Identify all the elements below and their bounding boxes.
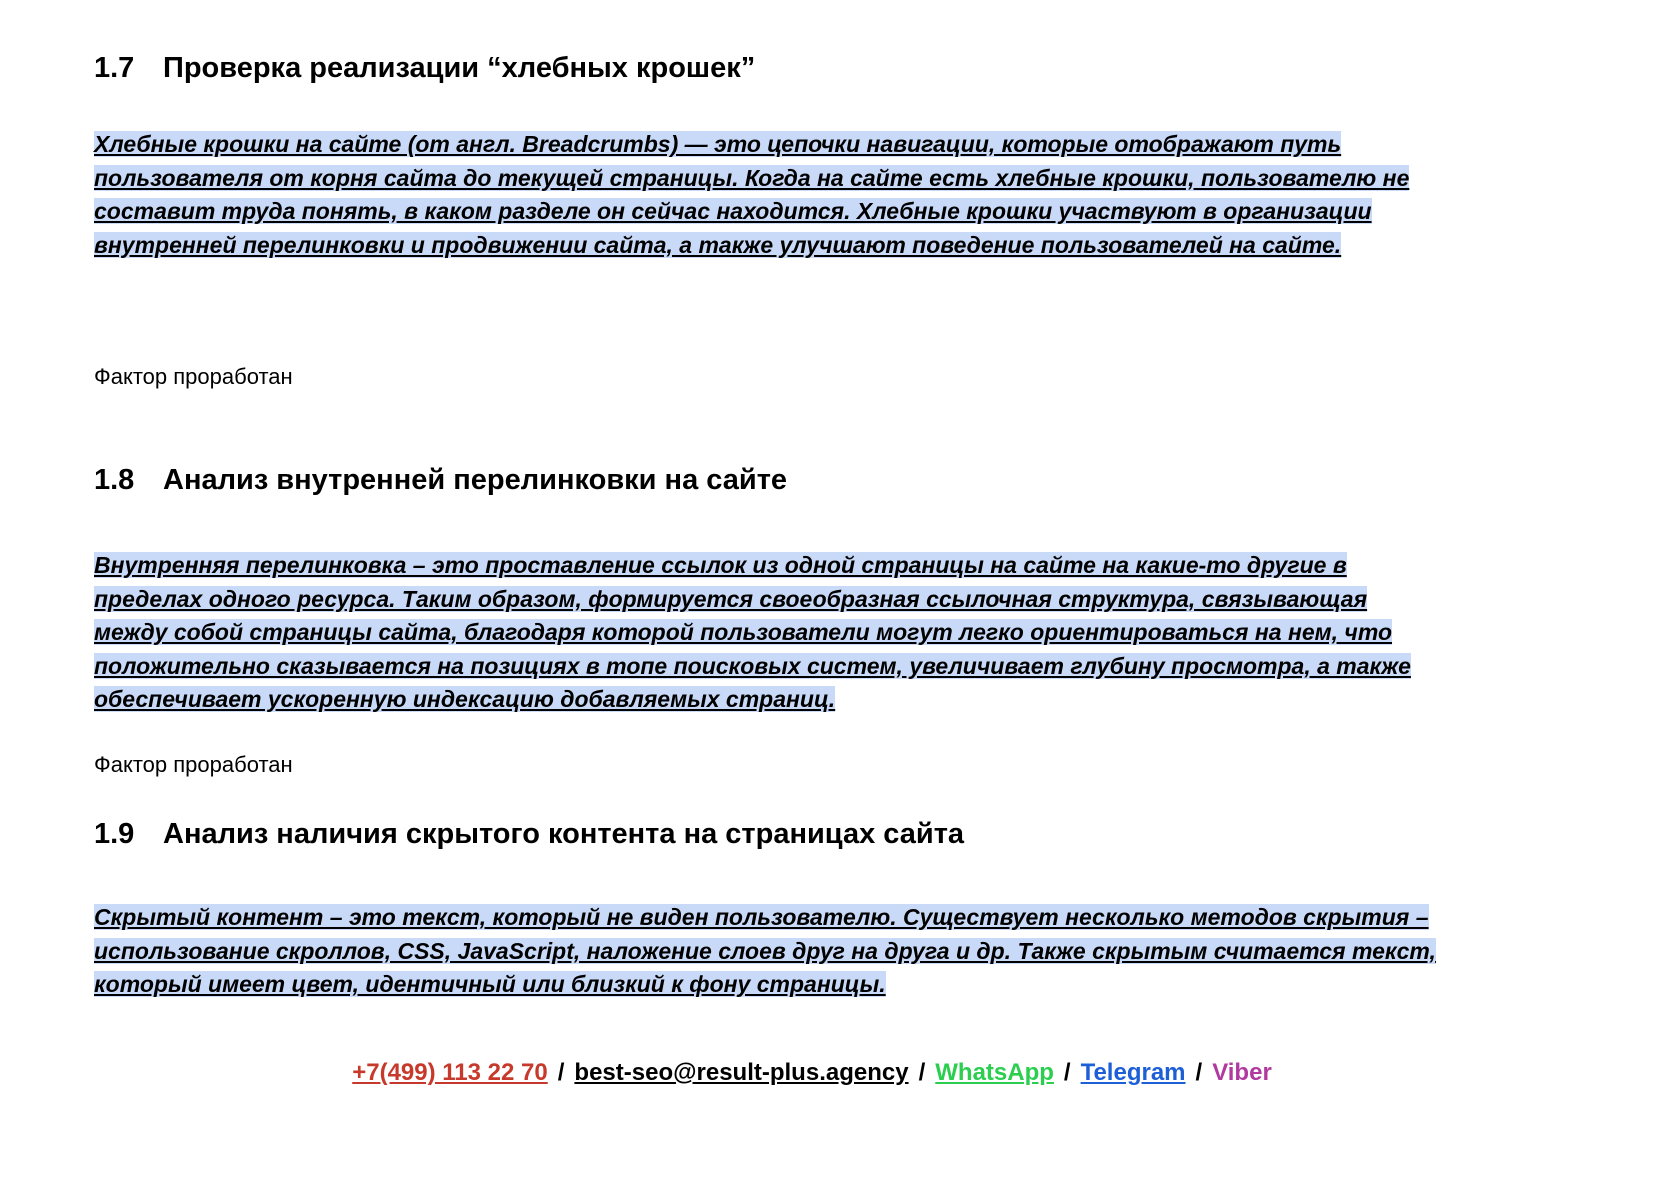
section-number: 1.9	[94, 818, 135, 850]
highlighted-paragraph-breadcrumbs	[94, 128, 1436, 262]
highlighted-text: Скрытый контент – это текст, который не виден пользователю. Существует несколько методов скрытия – использование скроллов, CSS, JavaScript, наложение слоев друг на друга и др. Также скрытым считается текст, который имеет цвет, идентичный или близкий к фону страницы.	[94, 904, 1436, 997]
status-text: Фактор проработан	[94, 364, 293, 389]
telegram-link[interactable]: Telegram	[1080, 1059, 1186, 1086]
section-title: Проверка реализации “хлебных крошек”	[163, 52, 756, 84]
section-number: 1.7	[94, 52, 135, 84]
viber-link[interactable]: Viber	[1212, 1059, 1272, 1086]
highlighted-paragraph-interlinking	[94, 549, 1436, 717]
separator: /	[918, 1059, 926, 1086]
highlighted-text: Хлебные крошки на сайте (от англ. Breadcrumbs) — это цепочки навигации, которые отображают путь пользователя от корня сайта до текущей страницы. Когда на сайте есть хлебные крошки, пользователю не составит труда понять, в каком разделе он сейчас находится. Хлебные крошки участвуют в организации внутренней перелинковки и продвижении сайта, а также улучшают поведение пользователей на сайте.	[94, 131, 1410, 258]
separator: /	[557, 1059, 565, 1086]
phone-link[interactable]: +7(499) 113 22 70	[352, 1059, 548, 1086]
section-heading-1-8	[94, 464, 787, 497]
status-text: Фактор проработан	[94, 752, 293, 777]
section-heading-1-9	[94, 818, 964, 851]
separator: /	[1195, 1059, 1203, 1086]
email-link[interactable]: best-seo@result-plus.agency	[574, 1059, 909, 1086]
highlighted-text: Внутренняя перелинковка – это проставление ссылок из одной страницы на сайте на какие-то другие в пределах одного ресурса. Таким образом, формируется своеобразная ссылочная структура, связывающая между собой страницы сайта, благодаря которой пользователи могут легко ориентироваться на нем, что положительно сказывается на позициях в топе поисковых систем, увеличивает глубину просмотра, а также обеспечивает ускоренную индексацию добавляемых страниц.	[94, 552, 1411, 712]
section-title: Анализ внутренней перелинковки на сайте	[163, 464, 788, 496]
section-number: 1.8	[94, 464, 135, 496]
highlighted-paragraph-hidden-content	[94, 901, 1436, 1002]
contact-footer	[94, 1058, 1530, 1088]
whatsapp-link[interactable]: WhatsApp	[935, 1059, 1054, 1086]
section-heading-1-7	[94, 52, 755, 85]
section-title: Анализ наличия скрытого контента на страницах сайта	[163, 818, 965, 850]
separator: /	[1063, 1059, 1071, 1086]
